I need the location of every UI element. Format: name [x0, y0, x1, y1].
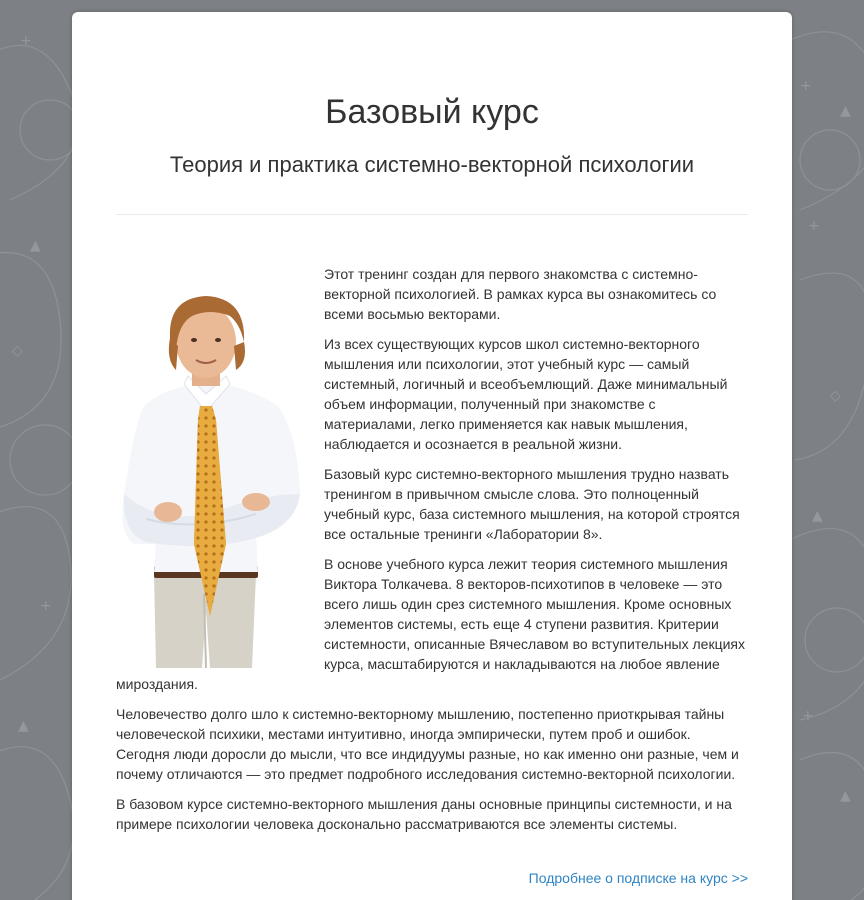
paragraph-1: Этот тренинг создан для первого знакомства с системно-векторной психологией. В рамках курса вы ознакомитесь со всеми восьмью векторами.	[324, 266, 717, 322]
course-card	[72, 12, 792, 900]
paragraph-4: В основе учебного курса лежит теория системного мышления Виктора Толкачева. 8 векторов-психотипов в человеке — это всего лишь один срез системного мышления. Кроме основных элементов системы, есть еще 4 ступени развития. Критерии системности, описанные Вячеславом во вступительных лекциях курса, масштабируются и накладываются на любое явление мироздания.	[116, 556, 745, 692]
svg-text:◇: ◇	[12, 343, 23, 359]
svg-text:◇: ◇	[830, 388, 841, 404]
svg-text:+: +	[40, 598, 52, 614]
divider	[116, 214, 748, 215]
svg-text:▲: ▲	[812, 508, 823, 524]
svg-text:+: +	[802, 708, 814, 724]
paragraph-5: Человечество долго шло к системно-векторному мышлению, постепенно приоткрывая тайны человеческой психики, местами интуитивно, иногда эмпирически, путем проб и ошибок. Сегодня люди доросли до мысли, что все индидуумы разные, но как именно они разные, чем и почему отличаются — это предмет подробного исследования системно-векторной психологии.	[116, 706, 739, 782]
svg-text:+: +	[808, 218, 820, 234]
subscription-details-link[interactable]: Подробнее о подписке на курс >>	[528, 870, 748, 886]
svg-text:▲: ▲	[18, 718, 29, 734]
page-subtitle: Теория и практика системно-векторной психологии	[169, 152, 695, 177]
author-portrait	[106, 294, 310, 668]
svg-text:+: +	[800, 78, 812, 94]
svg-text:▲: ▲	[840, 788, 851, 804]
paragraph-2: Из всех существующих курсов школ системно-векторного мышления или психологии, этот учебный курс — самый системный, логичный и всеобъемлющий. Даже минимальный объем информации, полученный при знакомстве с материалами, легко применяется как навык мышления, наблюдается и осознается в реальной жизни.	[324, 336, 728, 452]
course-description	[116, 264, 748, 844]
svg-text:▲: ▲	[840, 103, 851, 119]
page-title: Базовый курс	[325, 93, 539, 131]
paragraph-3: Базовый курс системно-векторного мышления трудно назвать тренингом в привычном смысле слова. Это полноценный учебный курс, база системного мышления, на которой строятся все остальные тренинги «Лаборатории 8».	[324, 466, 740, 542]
portrait-illustration	[106, 294, 310, 668]
svg-text:+: +	[20, 33, 32, 49]
paragraph-6: В базовом курсе системно-векторного мышления даны основные принципы системности, и на примере психологии человека досконально рассматриваются все элементы системы.	[116, 796, 732, 832]
svg-text:▲: ▲	[30, 238, 41, 254]
